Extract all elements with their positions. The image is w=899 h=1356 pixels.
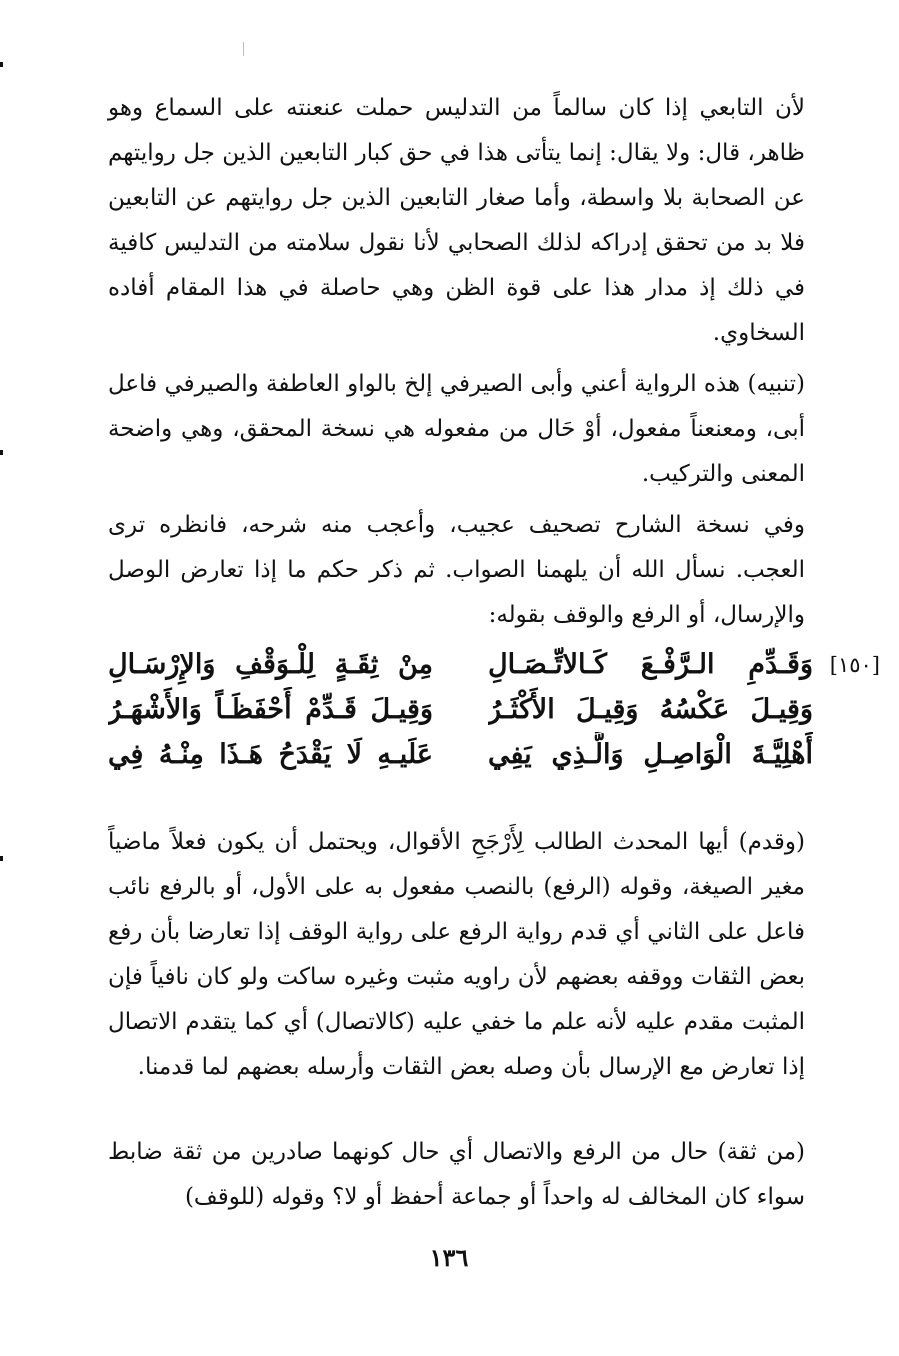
verse-line xyxy=(108,687,813,732)
verse-block xyxy=(108,642,813,777)
paragraph-text: (من ثقة) حال من الرفع والاتصال أي حال كونهما صادرين من ثقة ضابط سواء كان المخالف له واحداً أو جماعة أحفظ أو لا؟ وقوله (للوقف) xyxy=(108,1139,805,1210)
page-number: ١٣٦ xyxy=(429,1243,469,1272)
scan-edge-mark xyxy=(0,856,3,861)
paragraph xyxy=(108,503,805,638)
verse-line xyxy=(108,642,813,687)
paragraph-text: وفي نسخة الشارح تصحيف عجيب، وأعجب منه شرحه، فانظره ترى العجب. نسأل الله أن يلهمنا الصواب. ثم ذكر حكم ما إذا تعارض الوصل والإرسال، أو الرفع والوقف بقوله: xyxy=(108,512,805,628)
verse-second-hemistich: مِنْ ثِقَـةٍ لِلْـوَقْفِ وَالإِرْسَـالِ xyxy=(108,649,433,680)
verse-first-hemistich: وَقِيـلَ عَكْسُهُ وَقِيـلَ الأَكْثَـرُ xyxy=(488,694,813,725)
paragraph-text: (وقدم) أيها المحدث الطالب لِأَرْجَحِ الأقوال، ويحتمل أن يكون فعلاً ماضياً مغير الصيغة، وقوله (الرفع) بالنصب مفعول به على الأول، أو بالرفع نائب فاعل على الثاني أي قدم رواية الرفع على رواية الوقف إذا تعارضا بأن رفع بعض الثقات ووقفه بعضهم لأن راويه مثبت وغيره ساكت ولو كان نافياً فإن المثبت مقدم عليه لأنه علم ما خفي عليه (كالاتصال) أي كما يتقدم الاتصال إذا تعارض مع الإرسال بأن وصله بعض الثقات وأرسله بعضهم لما قدمنا. xyxy=(108,829,805,1080)
verse-second-hemistich: وَقِيـلَ قَـدِّمْ أَحْفَظَـاً وَالأَشْهَـرُ xyxy=(108,694,433,725)
paragraph xyxy=(108,1130,805,1220)
scan-edge-mark xyxy=(0,450,3,455)
paragraph xyxy=(108,362,805,497)
paragraph-text: لأن التابعي إذا كان سالماً من التدليس حملت عنعنته على السماع وهو ظاهر، قال: ولا يقال: إنما يتأتى هذا في حق كبار التابعين الذين جل روايتهم عن الصحابة بلا واسطة، وأما صغار التابعين الذين جل روايتهم عن التابعين فلا بد من تحقق إدراكه لذلك الصحابي لأنا نقول سلامته من التدليس كافية في ذلك إذ مدار هذا على قوة الظن وهي حاصلة في هذا المقام أفاده السخاوي. xyxy=(108,95,805,346)
paragraph-text: (تنبيه) هذه الرواية أعني وأبى الصيرفي إلخ بالواو العاطفة والصيرفي فاعل أبى، ومعنعناً مفعول، أوْ حَال من مفعوله هي نسخة المحقق، وهي واضحة المعنى والتركيب. xyxy=(108,371,805,487)
verse-line xyxy=(108,732,813,777)
verse-first-hemistich: أَهْلِيَّـةَ الْوَاصِـلِ وَالَّـذِي يَفِي xyxy=(488,739,813,770)
verse-first-hemistich: وَقَـدِّمِ الـرَّفْـعَ كَـالاتِّـصَـالِ xyxy=(488,649,813,680)
paragraph xyxy=(108,86,805,356)
verse-number: [١٥٠] xyxy=(829,653,880,677)
verse-second-hemistich: عَلَيـهِ لَا يَقْدَحُ هَـذَا مِنْـهُ فِي xyxy=(108,739,433,770)
scan-edge-mark xyxy=(0,62,3,67)
scan-speck xyxy=(243,42,244,56)
paragraph xyxy=(108,820,805,1090)
